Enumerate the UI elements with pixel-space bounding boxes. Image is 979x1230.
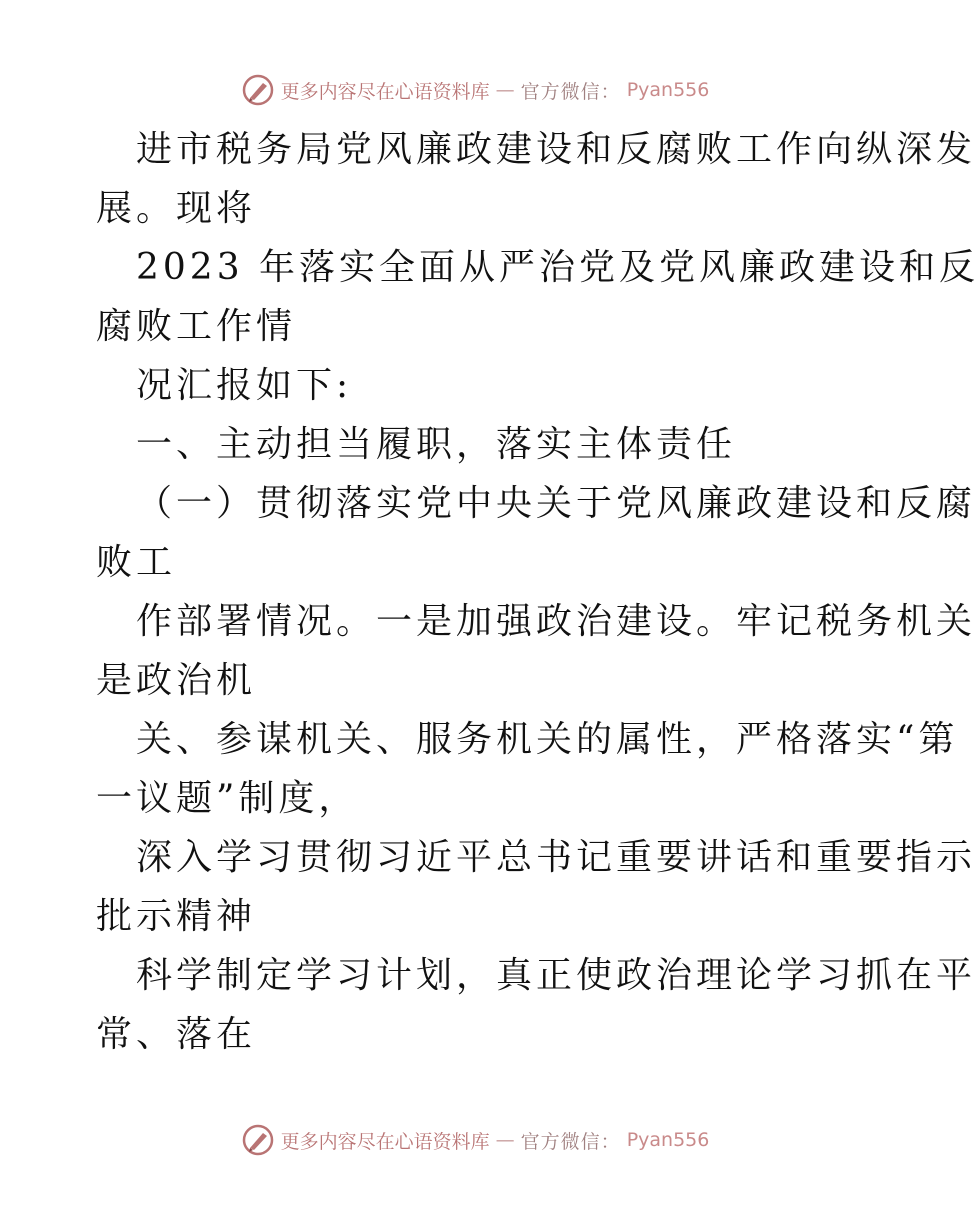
paragraph-line: 展。现将 xyxy=(96,188,257,229)
paragraph-line: 是政治机 xyxy=(96,660,257,701)
paragraph-line: 科学制定学习计划，真正使政治理论学习抓在平 xyxy=(136,955,977,996)
paragraph-line: 败工 xyxy=(96,542,177,583)
paragraph-line: 进市税务局党风廉政建设和反腐败工作向纵深发 xyxy=(136,129,977,170)
watermark-separator: — xyxy=(495,1129,515,1151)
pen-logo-icon xyxy=(241,73,275,107)
paragraph-line: 作部署情况。一是加强政治建设。牢记税务机关 xyxy=(136,601,977,642)
document-body xyxy=(96,120,979,1064)
paragraph-line: 腐败工作情 xyxy=(96,306,297,347)
paragraph-line: 况汇报如下: xyxy=(136,365,353,406)
paragraph-line: 深入学习贯彻习近平总书记重要讲话和重要指示 xyxy=(136,837,977,878)
watermark-wechat-id: Pyan556 xyxy=(626,1129,710,1151)
watermark-wechat-label: 官方微信： xyxy=(520,80,621,103)
watermark-text: 更多内容尽在心语资料库 xyxy=(280,80,490,103)
paragraph-line: 关、参谋机关、服务机关的属性，严格落实“第 xyxy=(136,719,959,760)
watermark-header xyxy=(0,70,950,110)
watermark-wechat-id: Pyan556 xyxy=(626,79,710,101)
watermark-separator: — xyxy=(495,79,515,101)
watermark-wechat-label: 官方微信： xyxy=(520,1130,621,1153)
paragraph-line: 常、落在 xyxy=(96,1014,257,1055)
section-heading: 一、主动担当履职，落实主体责任 xyxy=(136,424,737,465)
watermark-footer xyxy=(0,1120,950,1160)
subsection-heading: （一）贯彻落实党中央关于党风廉政建设和反腐 xyxy=(136,483,977,524)
paragraph-line: 2023 年落实全面从严治党及党风廉政建设和反 xyxy=(136,247,979,288)
paragraph-line: 一议题”制度， xyxy=(96,778,359,819)
pen-logo-icon xyxy=(241,1123,275,1157)
watermark-text: 更多内容尽在心语资料库 xyxy=(280,1130,490,1153)
paragraph-line: 批示精神 xyxy=(96,896,257,937)
